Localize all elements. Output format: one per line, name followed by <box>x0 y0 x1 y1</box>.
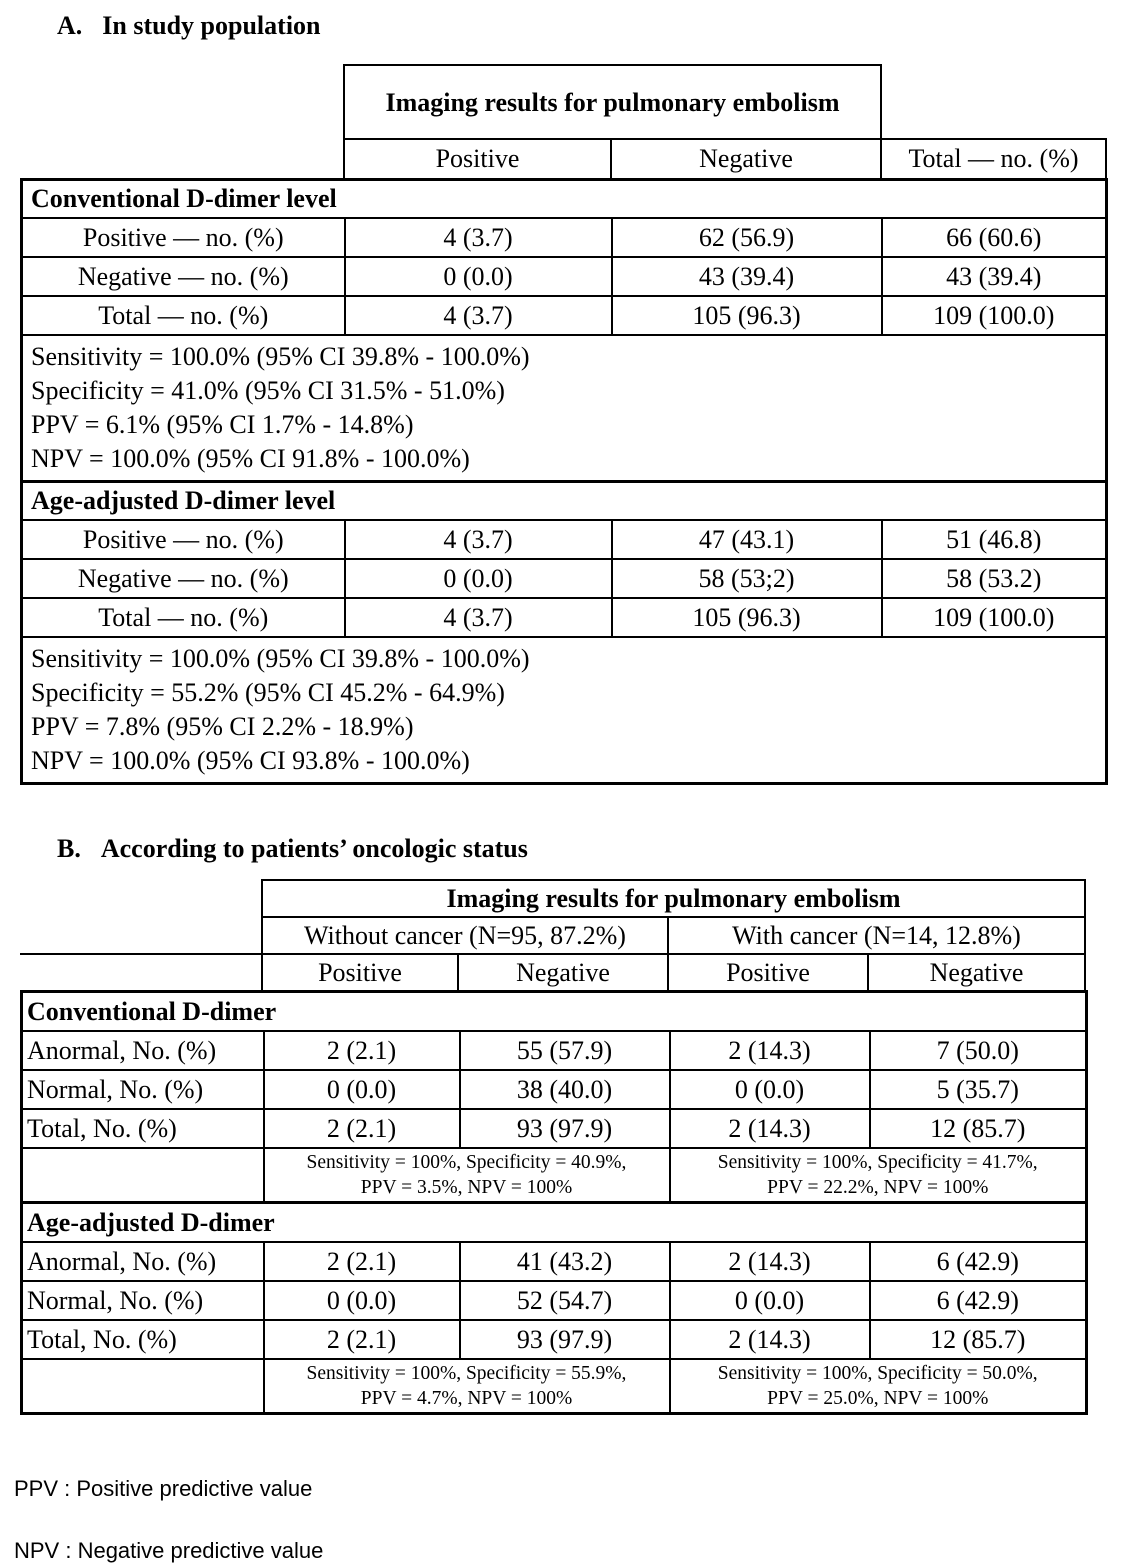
value-cell: 58 (53;2) <box>612 559 882 598</box>
table-b-group-header-cell: Imaging results for pulmonary embolism <box>262 880 1085 917</box>
value-cell: 105 (96.3) <box>612 598 882 637</box>
section-header-row <box>22 482 1107 521</box>
table-row <box>22 296 1107 335</box>
table-a-header-cols-row <box>344 139 1106 178</box>
value-cell: 0 (0.0) <box>670 1070 870 1109</box>
value-cell: 43 (39.4) <box>882 257 1107 296</box>
subgroup-header-with-cancer: With cancer (N=14, 12.8%) <box>668 917 1085 954</box>
value-cell: 66 (60.6) <box>882 218 1107 257</box>
section-b-label: B. <box>57 834 81 863</box>
table-b-header-group-row <box>20 880 1085 917</box>
table-a-header-group-row <box>344 65 1106 139</box>
table-b-header-cols-row <box>20 954 1085 990</box>
value-cell: 55 (57.9) <box>460 1031 670 1070</box>
table-b-col-header-negative-2: Negative <box>868 954 1085 990</box>
row-label-cell: Negative — no. (%) <box>22 559 345 598</box>
table-row <box>22 218 1107 257</box>
table-row <box>22 1320 1087 1359</box>
table-row <box>22 520 1107 559</box>
table-a-body <box>20 178 1108 785</box>
section-header-row <box>22 992 1087 1032</box>
stat-line: PPV = 25.0%, NPV = 100% <box>767 1388 989 1409</box>
table-b-col-header-negative-1: Negative <box>458 954 668 990</box>
value-cell: 47 (43.1) <box>612 520 882 559</box>
row-label-cell: Total — no. (%) <box>22 598 345 637</box>
stat-line: Sensitivity = 100%, Specificity = 40.9%, <box>306 1152 627 1173</box>
stats-cell-without-cancer <box>264 1148 670 1203</box>
value-cell: 0 (0.0) <box>264 1070 460 1109</box>
stat-line: PPV = 3.5%, NPV = 100% <box>360 1177 573 1198</box>
spacer-cell <box>22 1359 264 1414</box>
value-cell: 2 (2.1) <box>264 1109 460 1148</box>
table-row <box>22 1242 1087 1281</box>
footnote-ppv: PPV : Positive predictive value <box>14 1476 313 1501</box>
stat-line: PPV = 4.7%, NPV = 100% <box>360 1388 573 1409</box>
value-cell: 4 (3.7) <box>345 520 612 559</box>
row-label-cell: Anormal, No. (%) <box>22 1031 264 1070</box>
table-a-col-header-positive: Positive <box>344 139 611 178</box>
row-label-cell: Total, No. (%) <box>22 1320 264 1359</box>
table-a-group-header-cell <box>344 65 881 139</box>
value-cell: 0 (0.0) <box>264 1281 460 1320</box>
value-cell: 52 (54.7) <box>460 1281 670 1320</box>
value-cell: 93 (97.9) <box>460 1109 670 1148</box>
spacer-cell <box>20 880 262 917</box>
value-cell: 2 (14.3) <box>670 1031 870 1070</box>
stats-cell-age-adjusted <box>22 637 1107 784</box>
table-row <box>22 1109 1087 1148</box>
row-label-cell: Negative — no. (%) <box>22 257 345 296</box>
spacer-cell <box>22 1148 264 1203</box>
table-row <box>22 1070 1087 1109</box>
value-cell: 38 (40.0) <box>460 1070 670 1109</box>
stat-line-specificity: Specificity = 55.2% (95% CI 45.2% - 64.9%) <box>31 678 505 707</box>
row-label-cell: Positive — no. (%) <box>22 520 345 559</box>
table-row <box>22 559 1107 598</box>
stats-row <box>22 637 1107 784</box>
stat-line-sensitivity: Sensitivity = 100.0% (95% CI 39.8% - 100.0%) <box>31 342 530 371</box>
value-cell: 4 (3.7) <box>345 218 612 257</box>
spacer-cell <box>881 65 1106 139</box>
value-cell: 41 (43.2) <box>460 1242 670 1281</box>
section-header-age-adjusted: Age-adjusted D-dimer <box>22 1203 1087 1243</box>
value-cell: 58 (53.2) <box>882 559 1107 598</box>
stats-cell-conventional <box>22 335 1107 482</box>
table-b-header <box>20 879 1086 990</box>
value-cell: 6 (42.9) <box>870 1281 1087 1320</box>
section-header-row <box>22 180 1107 219</box>
value-cell: 5 (35.7) <box>870 1070 1087 1109</box>
value-cell: 12 (85.7) <box>870 1320 1087 1359</box>
stat-line-sensitivity: Sensitivity = 100.0% (95% CI 39.8% - 100.0%) <box>31 644 530 673</box>
section-header-conventional: Conventional D-dimer <box>22 992 1087 1032</box>
value-cell: 105 (96.3) <box>612 296 882 335</box>
value-cell: 0 (0.0) <box>670 1281 870 1320</box>
value-cell: 51 (46.8) <box>882 520 1107 559</box>
stats-cell-with-cancer <box>670 1359 1087 1414</box>
row-label-cell: Total, No. (%) <box>22 1109 264 1148</box>
stat-line-ppv: PPV = 6.1% (95% CI 1.7% - 14.8%) <box>31 410 414 439</box>
stat-line: Sensitivity = 100%, Specificity = 55.9%, <box>306 1363 627 1384</box>
stat-line-specificity: Specificity = 41.0% (95% CI 31.5% - 51.0%) <box>31 376 505 405</box>
value-cell: 62 (56.9) <box>612 218 882 257</box>
value-cell: 0 (0.0) <box>345 559 612 598</box>
row-label-cell: Positive — no. (%) <box>22 218 345 257</box>
row-label-cell: Anormal, No. (%) <box>22 1242 264 1281</box>
table-row <box>22 257 1107 296</box>
stat-line-npv: NPV = 100.0% (95% CI 93.8% - 100.0%) <box>31 746 470 775</box>
value-cell: 4 (3.7) <box>345 598 612 637</box>
table-a-col-header-total: Total — no. (%) <box>881 139 1106 178</box>
row-label-cell: Normal, No. (%) <box>22 1281 264 1320</box>
value-cell: 12 (85.7) <box>870 1109 1087 1148</box>
footnote-npv: NPV : Negative predictive value <box>14 1538 324 1563</box>
table-a-col-header-negative: Negative <box>611 139 881 178</box>
stats-row <box>22 1148 1087 1203</box>
section-a-title <box>57 10 1124 42</box>
stat-line: Sensitivity = 100%, Specificity = 41.7%, <box>717 1152 1038 1173</box>
stat-line: Sensitivity = 100%, Specificity = 50.0%, <box>717 1363 1038 1384</box>
value-cell: 43 (39.4) <box>612 257 882 296</box>
table-b-body <box>20 990 1088 1415</box>
value-cell: 0 (0.0) <box>345 257 612 296</box>
table-row <box>22 1281 1087 1320</box>
value-cell: 2 (2.1) <box>264 1031 460 1070</box>
value-cell: 2 (14.3) <box>670 1242 870 1281</box>
stats-cell-without-cancer <box>264 1359 670 1414</box>
spacer-cell <box>20 917 262 954</box>
section-a-label: A. <box>57 11 83 40</box>
value-cell: 2 (2.1) <box>264 1320 460 1359</box>
section-header-conventional: Conventional D-dimer level <box>22 180 1107 219</box>
section-b-title <box>57 833 1124 865</box>
value-cell: 109 (100.0) <box>882 296 1107 335</box>
table-row <box>22 1031 1087 1070</box>
value-cell: 6 (42.9) <box>870 1242 1087 1281</box>
stats-cell-with-cancer <box>670 1148 1087 1203</box>
value-cell: 2 (14.3) <box>670 1320 870 1359</box>
stats-row <box>22 1359 1087 1414</box>
table-b-col-header-positive-1: Positive <box>262 954 458 990</box>
table-row <box>22 598 1107 637</box>
row-label-cell: Normal, No. (%) <box>22 1070 264 1109</box>
section-a-title-text: In study population <box>102 11 321 40</box>
table-a-header <box>343 64 1107 178</box>
stats-row <box>22 335 1107 482</box>
section-b-title-text: According to patients’ oncologic status <box>100 834 528 863</box>
stat-line-ppv: PPV = 7.8% (95% CI 2.2% - 18.9%) <box>31 712 414 741</box>
value-cell: 109 (100.0) <box>882 598 1107 637</box>
value-cell: 7 (50.0) <box>870 1031 1087 1070</box>
table-b-col-header-positive-2: Positive <box>668 954 868 990</box>
stat-line: PPV = 22.2%, NPV = 100% <box>767 1177 989 1198</box>
value-cell: 2 (2.1) <box>264 1242 460 1281</box>
document-page <box>0 10 1124 1563</box>
spacer-cell <box>20 954 262 990</box>
section-header-age-adjusted: Age-adjusted D-dimer level <box>22 482 1107 521</box>
section-header-row <box>22 1203 1087 1243</box>
subgroup-header-without-cancer: Without cancer (N=95, 87.2%) <box>262 917 668 954</box>
value-cell: 2 (14.3) <box>670 1109 870 1148</box>
value-cell: 4 (3.7) <box>345 296 612 335</box>
stat-line-npv: NPV = 100.0% (95% CI 91.8% - 100.0%) <box>31 444 470 473</box>
row-label-cell: Total — no. (%) <box>22 296 345 335</box>
value-cell: 93 (97.9) <box>460 1320 670 1359</box>
table-b-header-subgroup-row <box>20 917 1085 954</box>
table-a-group-header-text: Imaging results for pulmonary embolism <box>385 87 840 117</box>
